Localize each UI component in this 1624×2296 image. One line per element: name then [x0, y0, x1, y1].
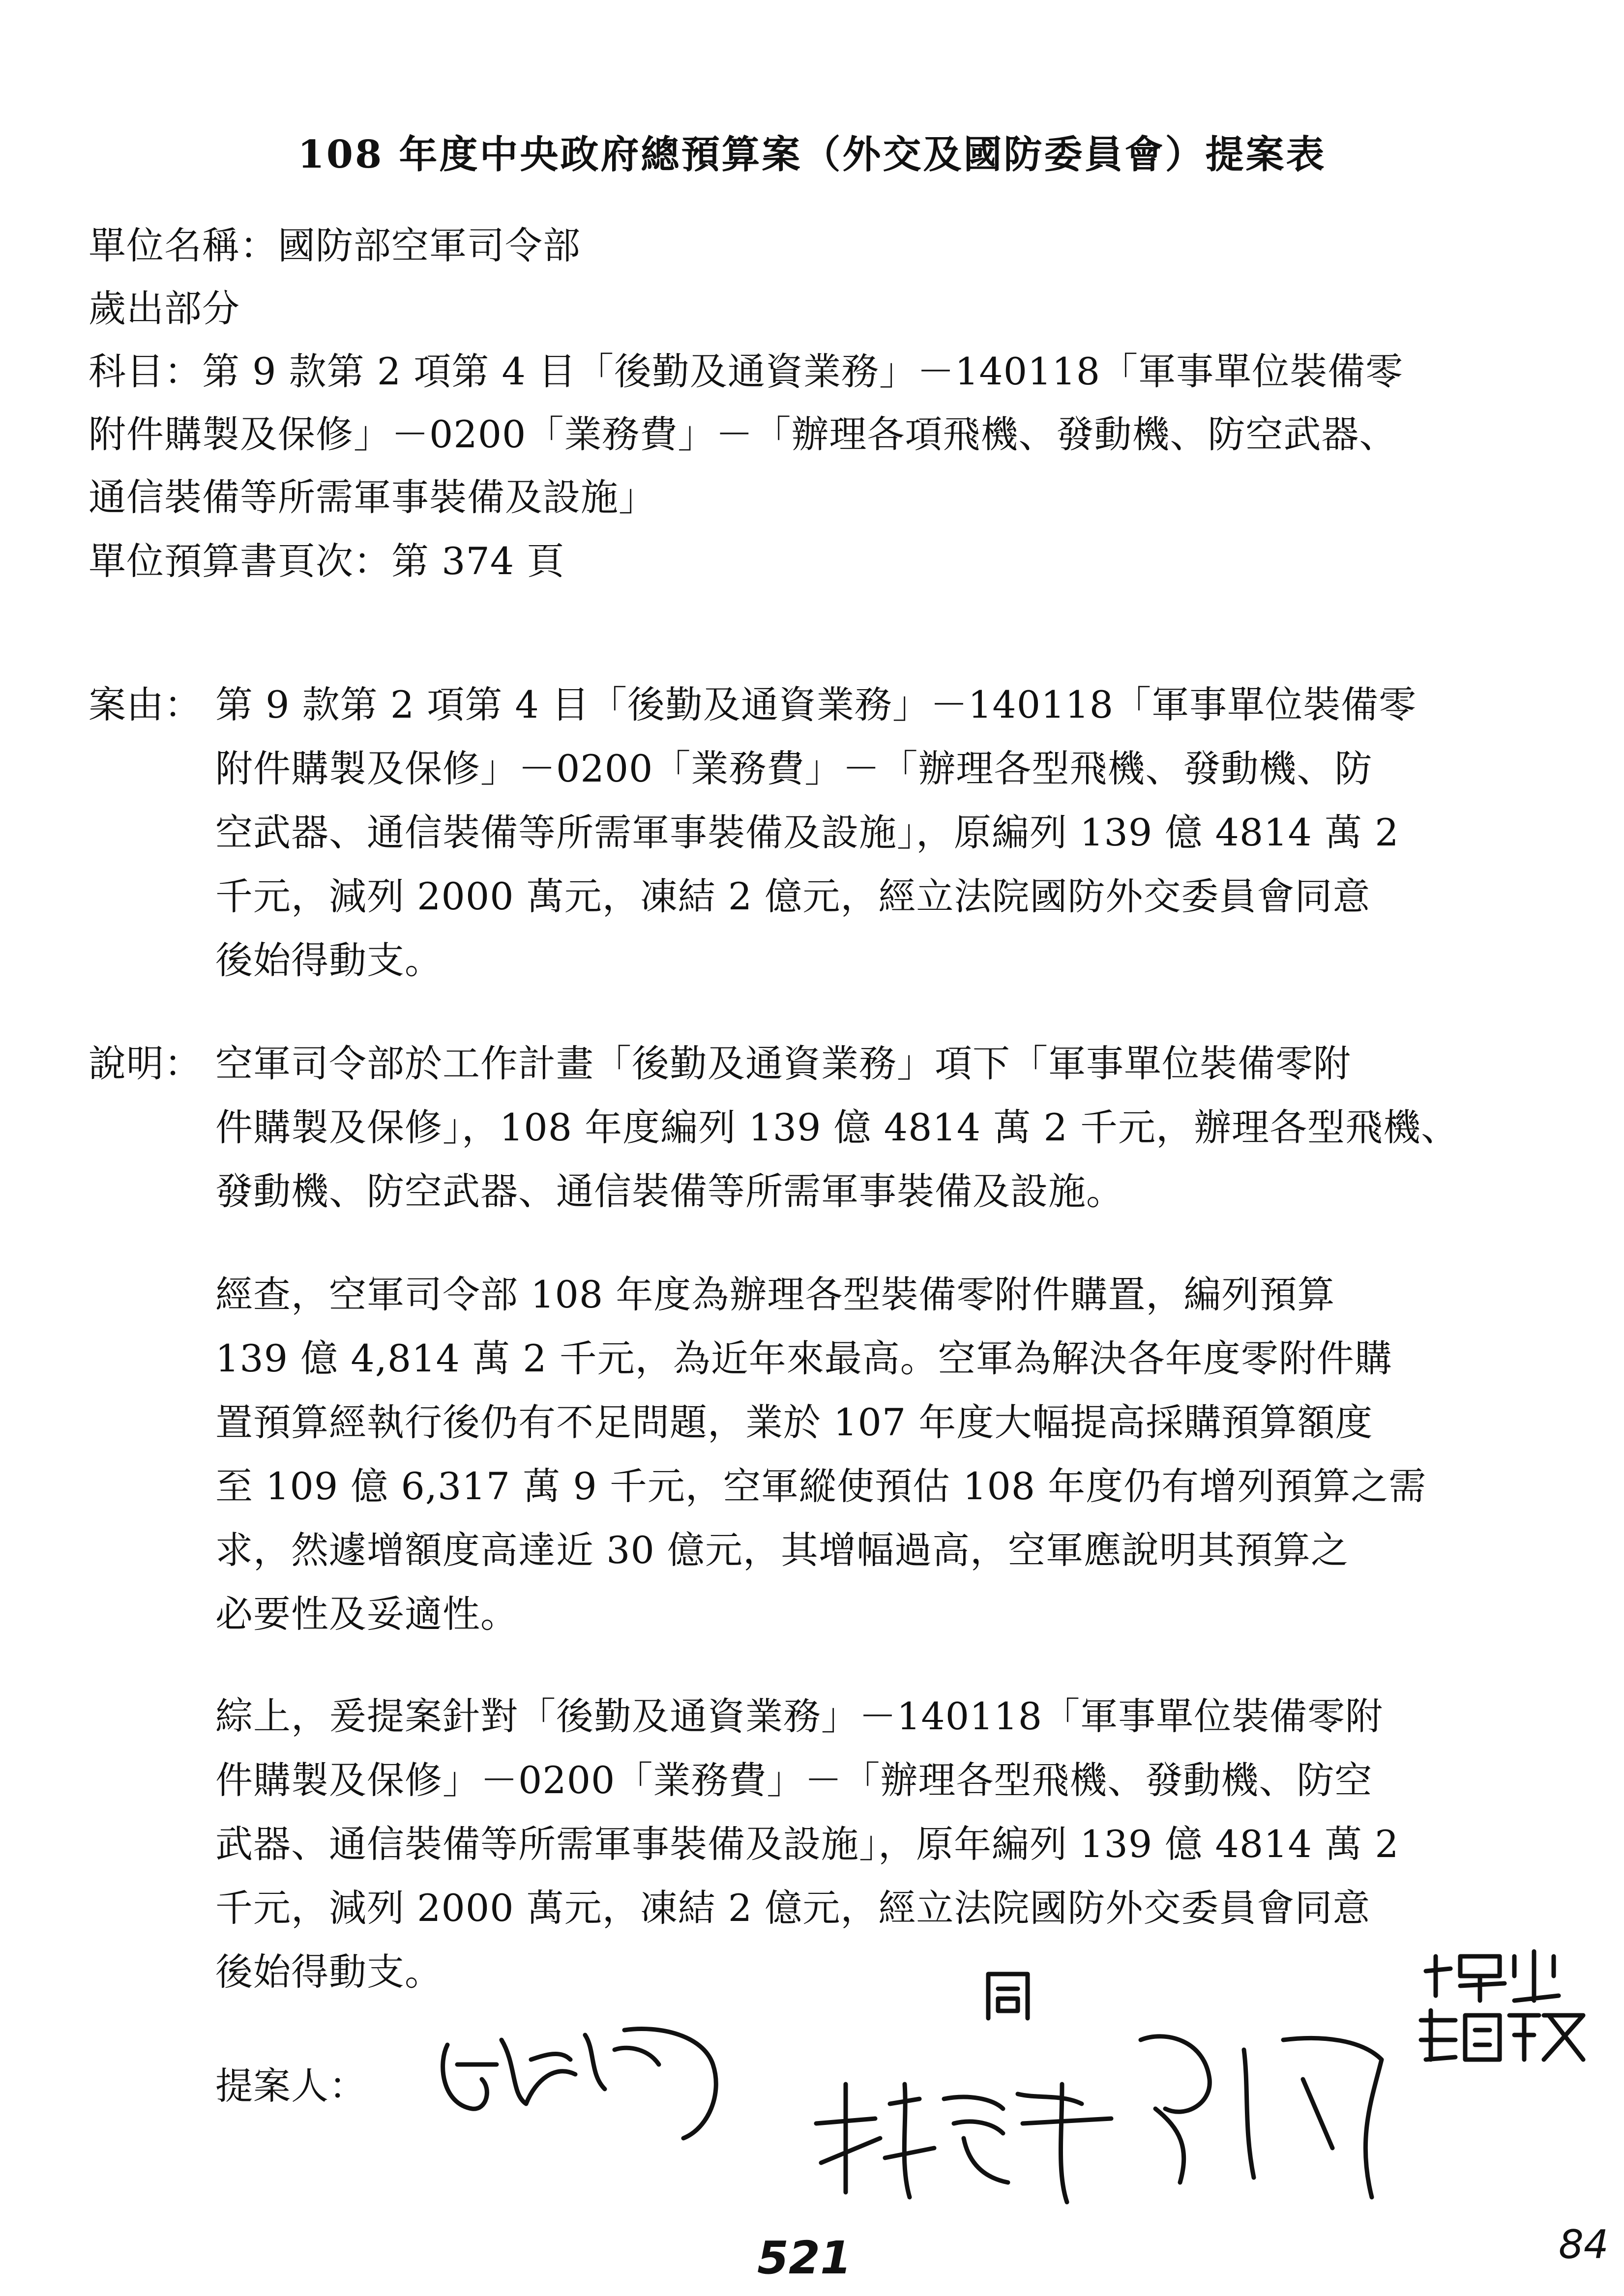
case-line: 千元，減列 2000 萬元，凍結 2 億元，經立法院國防外交委員會同意 [215, 874, 1371, 918]
explanation-line: 武器、通信裝備等所需軍事裝備及設施」，原年編列 139 億 4814 萬 2 [215, 1822, 1399, 1866]
explanation-line: 綜上，爰提案針對「後勤及通資業務」－140118「軍事單位裝備零附 [215, 1694, 1384, 1738]
proposer-label: 提案人： [215, 2064, 367, 2108]
explanation-line: 求，然遽增額度高達近 30 億元，其增幅過高，空軍應說明其預算之 [215, 1528, 1349, 1572]
case-label: 案由： [89, 683, 202, 727]
explanation-line: 發動機、防空武器、通信裝備等所需軍事裝備及設施。 [215, 1169, 1124, 1213]
signature-1 [428, 2005, 733, 2153]
explanation-line: 千元，減列 2000 萬元，凍結 2 億元，經立法院國防外交委員會同意 [215, 1886, 1371, 1930]
budget-page-ref: 單位預算書頁次：第 374 頁 [89, 539, 565, 583]
signature-2 [806, 2064, 1131, 2212]
case-line: 第 9 款第 2 項第 4 目「後勤及通資業務」－140118「軍事單位裝備零 [215, 683, 1417, 727]
explanation-line: 置預算經執行後仍有不足問題，業於 107 年度大幅提高採購預算額度 [215, 1400, 1373, 1444]
explanation-line: 經查，空軍司令部 108 年度為辦理各型裝備零附件購置，編列預算 [215, 1273, 1335, 1316]
explanation-line: 件購製及保修」－0200「業務費」－「辦理各型飛機、發動機、防空 [215, 1758, 1373, 1802]
subject-line: 通信裝備等所需軍事裝備及設施」 [89, 475, 656, 519]
explanation-line: 件購製及保修」，108 年度編列 139 億 4814 萬 2 千元，辦理各型飛機、 [215, 1105, 1459, 1149]
explanation-line: 後始得動支。 [215, 1950, 443, 1994]
subject-line: 科目：第 9 款第 2 項第 4 目「後勤及通資業務」－140118「軍事單位裝備零 [89, 349, 1404, 393]
subject-line: 附件購製及保修」－0200「業務費」－「辦理各項飛機、發動機、防空武器、 [89, 412, 1397, 456]
handwritten-tong [978, 1964, 1037, 2028]
explanation-line: 必要性及妥適性。 [215, 1592, 518, 1636]
case-line: 空武器、通信裝備等所需軍事裝備及設施」，原編列 139 億 4814 萬 2 [215, 811, 1399, 854]
unit-name: 單位名稱：國防部空軍司令部 [89, 224, 581, 267]
case-line: 附件購製及保修」－0200「業務費」－「辦理各型飛機、發動機、防 [215, 747, 1373, 790]
handwritten-note [1416, 1947, 1593, 2069]
case-line: 後始得動支。 [215, 938, 443, 982]
explanation-line: 139 億 4,814 萬 2 千元，為近年來最高。空軍為解決各年度零附件購 [215, 1337, 1392, 1380]
document-title: 108 年度中央政府總預算案（外交及國防委員會）提案表 [297, 132, 1327, 177]
section-name: 歲出部分 [89, 287, 240, 330]
signature-3 [1126, 2020, 1401, 2207]
explanation-line: 至 109 億 6,317 萬 9 千元，空軍縱使預估 108 年度仍有增列預算之需 [215, 1464, 1427, 1508]
page-number: 84 [1559, 2222, 1609, 2267]
stamp-number: 521 [757, 2232, 852, 2284]
explanation-line: 空軍司令部於工作計畫「後勤及通資業務」項下「軍事單位裝備零附 [215, 1042, 1351, 1085]
explanation-label: 說明： [89, 1042, 202, 1085]
